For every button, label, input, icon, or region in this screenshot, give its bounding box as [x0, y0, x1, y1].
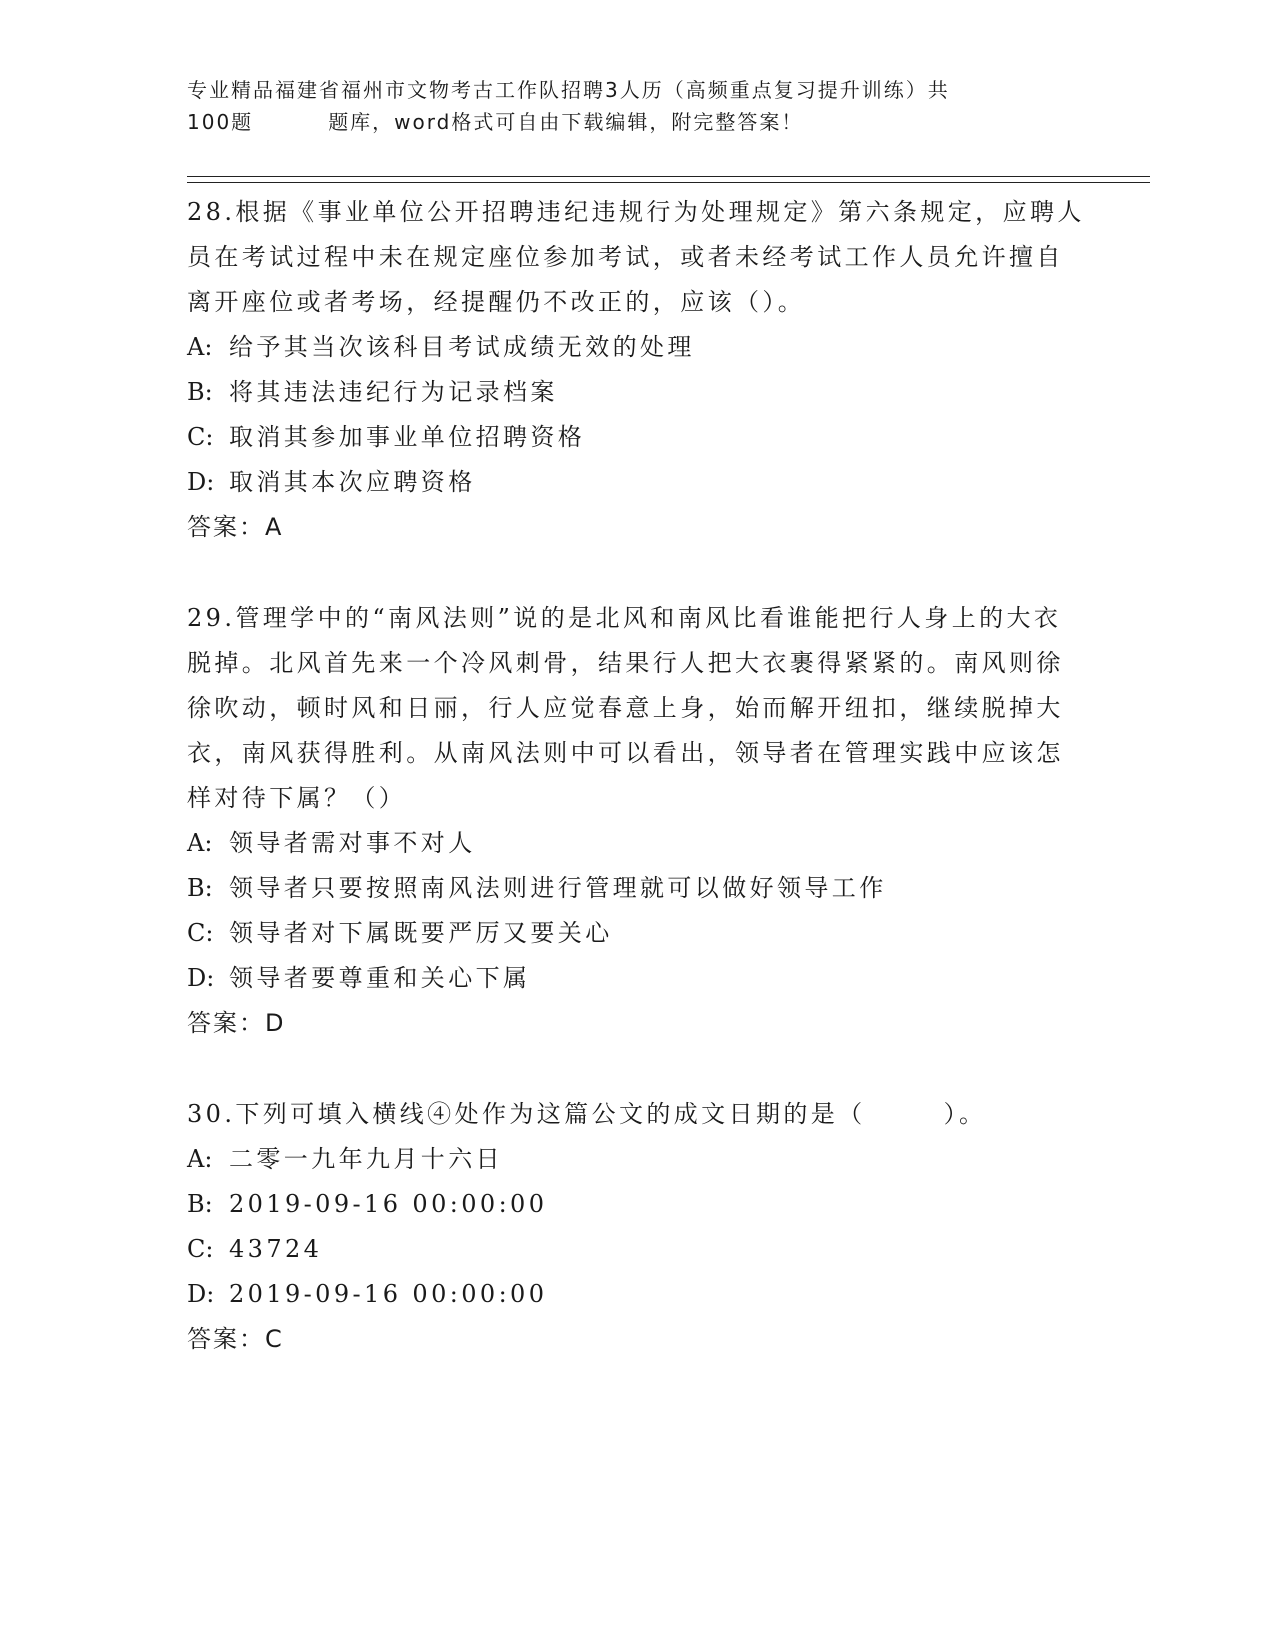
header-divider-bottom: [187, 182, 1150, 183]
option-key: D:: [187, 964, 215, 992]
answer-label: 答案：: [187, 1009, 265, 1037]
option-key: B:: [187, 378, 213, 406]
question-stem: 28.根据《事业单位公开招聘违纪违规行为处理规定》第六条规定，应聘人员在考试过程中未在规定座位参加考试，或者未经考试工作人员允许擅自离开座位或者考场，经提醒仍不改正的，应该（）。: [187, 198, 1085, 316]
option-text: 二零一九年九月十六日: [229, 1145, 503, 1173]
option-key: B:: [187, 1190, 213, 1218]
option-text: 取消其参加事业单位招聘资格: [229, 423, 586, 451]
option-text: 2019-09-16 00:00:00: [229, 1280, 548, 1308]
option-key: D:: [187, 468, 215, 496]
option-b: [187, 1182, 1087, 1227]
option-key: C:: [187, 1235, 214, 1263]
header-line-1: 专业精品福建省福州市文物考古工作队招聘3人历（高频重点复习提升训练）共: [187, 78, 950, 102]
question-stem-end: ）。: [943, 1100, 987, 1128]
question-29: [187, 596, 1087, 1046]
answer-value: A: [265, 513, 282, 541]
option-text: 领导者对下属既要严厉又要关心: [229, 919, 613, 947]
option-text: 2019-09-16 00:00:00: [229, 1190, 548, 1218]
option-text: 给予其当次该科目考试成绩无效的处理: [229, 333, 695, 361]
question-30: [187, 1092, 1087, 1362]
option-key: C:: [187, 919, 214, 947]
option-d: [187, 956, 1087, 1001]
option-text: 领导者要尊重和关心下属: [229, 964, 531, 992]
question-list: [187, 190, 1087, 1408]
option-key: A:: [187, 1145, 213, 1173]
answer-line: [187, 505, 1087, 550]
option-a: [187, 325, 1087, 370]
question-stem-start: 30.下列可填入横线④处作为这篇公文的成文日期的是（: [187, 1100, 866, 1128]
option-text: 43724: [229, 1235, 323, 1263]
document-header: [187, 74, 1067, 138]
header-line-2: [187, 106, 1067, 138]
option-b: [187, 370, 1087, 415]
answer-line: [187, 1001, 1087, 1046]
header-question-count: 100题: [187, 110, 254, 134]
option-text: 领导者只要按照南风法则进行管理就可以做好领导工作: [229, 874, 887, 902]
option-c: [187, 1227, 1087, 1272]
option-key: D:: [187, 1280, 215, 1308]
option-c: [187, 415, 1087, 460]
header-description: 题库，word格式可自由下载编辑，附完整答案！: [328, 110, 804, 134]
option-b: [187, 866, 1087, 911]
option-key: B:: [187, 874, 213, 902]
option-text: 取消其本次应聘资格: [229, 468, 476, 496]
option-d: [187, 460, 1087, 505]
option-text: 将其违法违纪行为记录档案: [229, 378, 558, 406]
option-c: [187, 911, 1087, 956]
option-a: [187, 821, 1087, 866]
question-stem: 29.管理学中的“南风法则”说的是北风和南风比看谁能把行人身上的大衣脱掉。北风首先来一个冷风刺骨，结果行人把大衣裹得紧紧的。南风则徐徐吹动，顿时风和日丽，行人应觉春意上身，始而解开纽扣，继续脱掉大衣，南风获得胜利。从南风法则中可以看出，领导者在管理实践中应该怎样对待下属？（）: [187, 604, 1064, 812]
header-divider-top: [187, 176, 1150, 177]
option-a: [187, 1137, 1087, 1182]
answer-label: 答案：: [187, 513, 265, 541]
option-text: 领导者需对事不对人: [229, 829, 476, 857]
question-stem: [187, 1092, 1087, 1137]
option-key: A:: [187, 829, 213, 857]
option-key: A:: [187, 333, 213, 361]
answer-value: C: [265, 1325, 282, 1353]
answer-label: 答案：: [187, 1325, 265, 1353]
answer-line: [187, 1317, 1087, 1362]
question-28: [187, 190, 1087, 550]
option-d: [187, 1272, 1087, 1317]
answer-value: D: [265, 1009, 284, 1037]
option-key: C:: [187, 423, 214, 451]
